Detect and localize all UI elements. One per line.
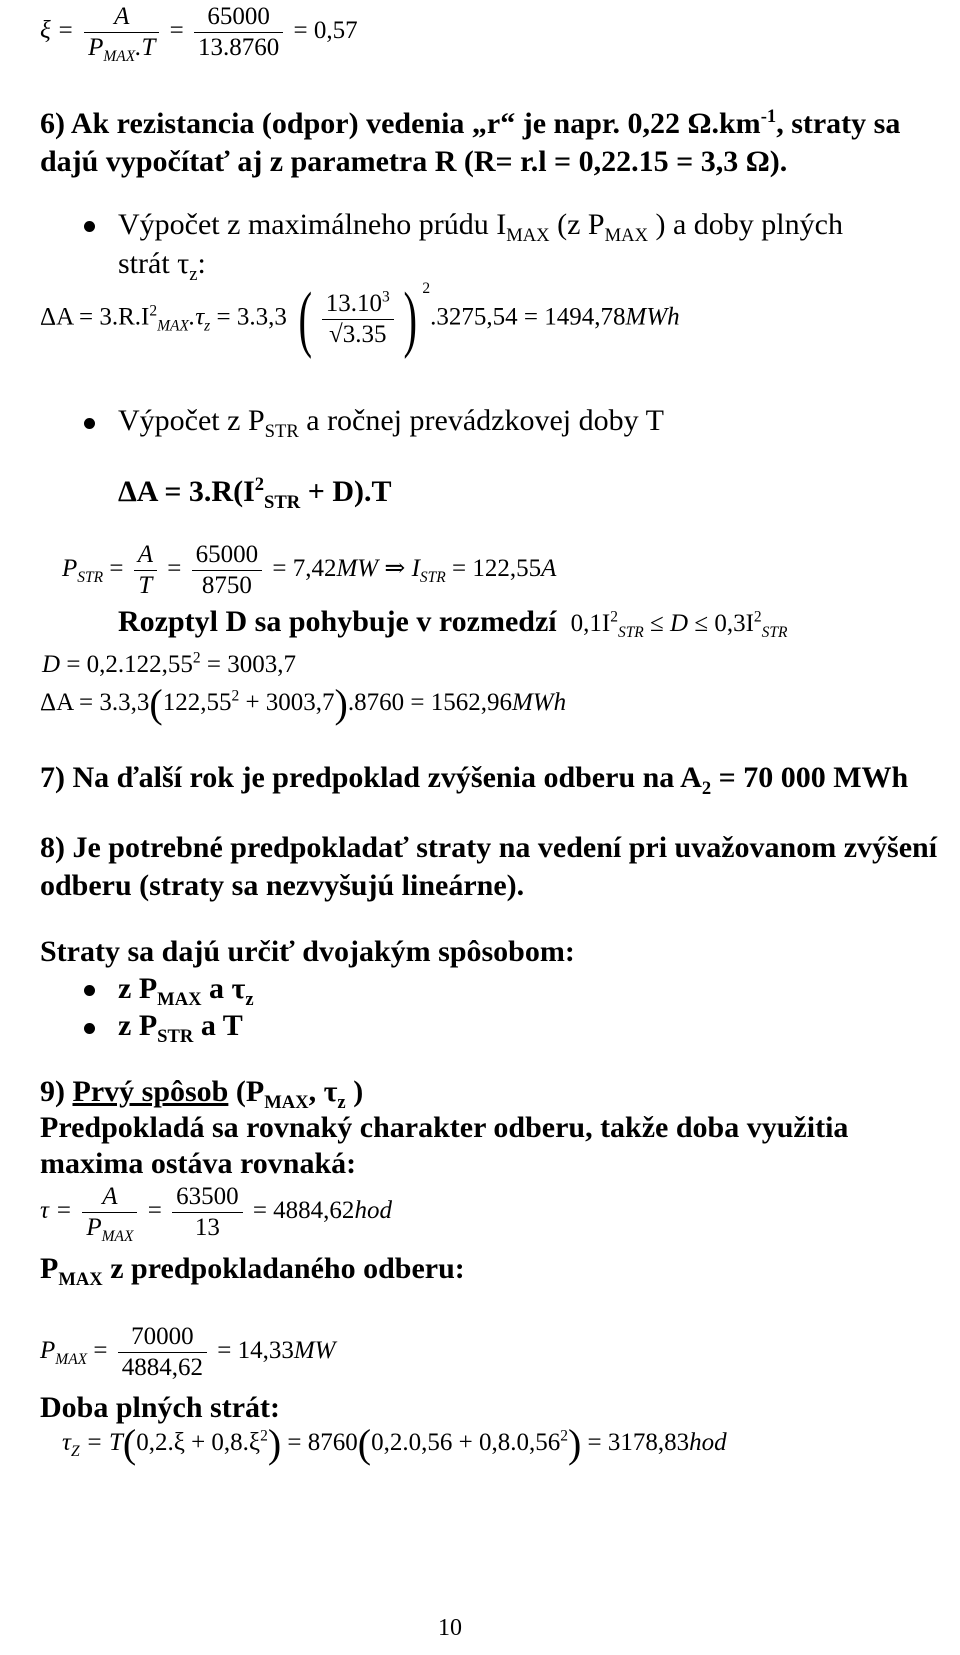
straty-title: Straty sa dajú určiť dvojakým spôsobom: <box>40 935 575 968</box>
equation-delta-a-1: $\Delta A = 3.R.I^2_{MAX}.\tau_z = 3.3,3$ ( $\frac{13.10^3}{√3.35}$ ) $^2$.3275,54 = 1494,78MWh <box>40 278 680 360</box>
doba-heading: Doba plných strát: <box>40 1391 281 1424</box>
equation-delta-a-bold: $\Delta A = 3.R(I^2_{STR} + D).T$ <box>118 474 392 513</box>
paragraph-9-line2: Predpokladá sa rovnaký charakter odberu, takže doba využitia <box>40 1111 849 1144</box>
bullet-2: Výpočet z $P_{STR}$ a ročnej prevádzkovej doby T <box>118 404 664 442</box>
paragraph-8-line1: 8) Je potrebné predpokladať straty na vedení pri uvažovanom zvýšení <box>40 831 938 864</box>
page-number: 10 <box>438 1615 462 1641</box>
paragraph-7: 7) Na ďalší rok je predpoklad zvýšenia odberu na $A_2 = 70$ 000 MWh <box>40 761 909 799</box>
bullet-icon <box>84 418 95 429</box>
bullet-icon <box>84 1023 95 1034</box>
bullet-1-line2: strát $\tau_z$: <box>118 247 206 285</box>
equation-tau: τ = $\frac{A}{P_{MAX}}$ = $\frac{63500}{13}$ = 4884,62hod <box>40 1183 392 1245</box>
paragraph-9-line3: maxima ostáva rovnaká: <box>40 1147 357 1180</box>
paragraph-9-heading: 9) Prvý spôsob ($P_{MAX}$, $\tau_z$ ) <box>40 1075 364 1113</box>
equation-xi: ξ = $\frac{A}{P_{MAX}.T}$ = $\frac{65000}{13.8760}$ = 0,57 <box>40 3 358 65</box>
equation-delta-a-2: $\Delta A = 3.3,3(122,55^2 + 3003,7).8760 = 1562,96MWh$ <box>40 681 567 727</box>
equation-tau-z: $\tau_Z = T(0,2.\xi + 0,8.\xi^2) = 8760(0,2.0,56 + 0,8.0,56^2) = 3178,83hod$ <box>62 1421 727 1467</box>
equation-p-str: $P_{STR}$ = $\frac{A}{T}$ = $\frac{65000}{8750}$ = 7,42MW ⇒ $I_{STR} = 122,55A$ <box>62 541 557 599</box>
straty-bullet-2: z $P_{STR}$ a T <box>118 1009 243 1047</box>
pmax-heading: $P_{MAX}$ z predpokladaného odberu: <box>40 1252 465 1290</box>
rozptyl-line: Rozptyl D sa pohybuje v rozmedzí $0,1I^2_{STR} \le D \le 0,3I^2_{STR}$ <box>118 605 788 641</box>
equation-d: $D = 0,2.122,55^2 = 3003,7$ <box>42 649 297 678</box>
bullet-1-line1: Výpočet z maximálneho prúdu $I_{MAX}$ (z $P_{MAX}$ ) a doby plných <box>118 208 843 246</box>
paragraph-6-line2: dajú vypočítať aj z parametra R (R= r.l = 0,22.15 = 3,3 Ω). <box>40 145 788 178</box>
paragraph-8-line2: odberu (straty sa nezvyšujú lineárne). <box>40 869 525 902</box>
straty-bullet-1: z $P_{MAX}$ a $\tau_z$ <box>118 972 254 1010</box>
equation-p-max: $P_{MAX}$ = $\frac{70000}{4884,62}$ = 14,33MW <box>40 1323 336 1381</box>
bullet-icon <box>84 221 95 232</box>
paragraph-6-line1: 6) Ak rezistancia (odpor) vedenia „r“ je napr. 0,22 $\Omega.km^{-1}$, straty sa <box>40 106 901 140</box>
bullet-icon <box>84 985 95 996</box>
